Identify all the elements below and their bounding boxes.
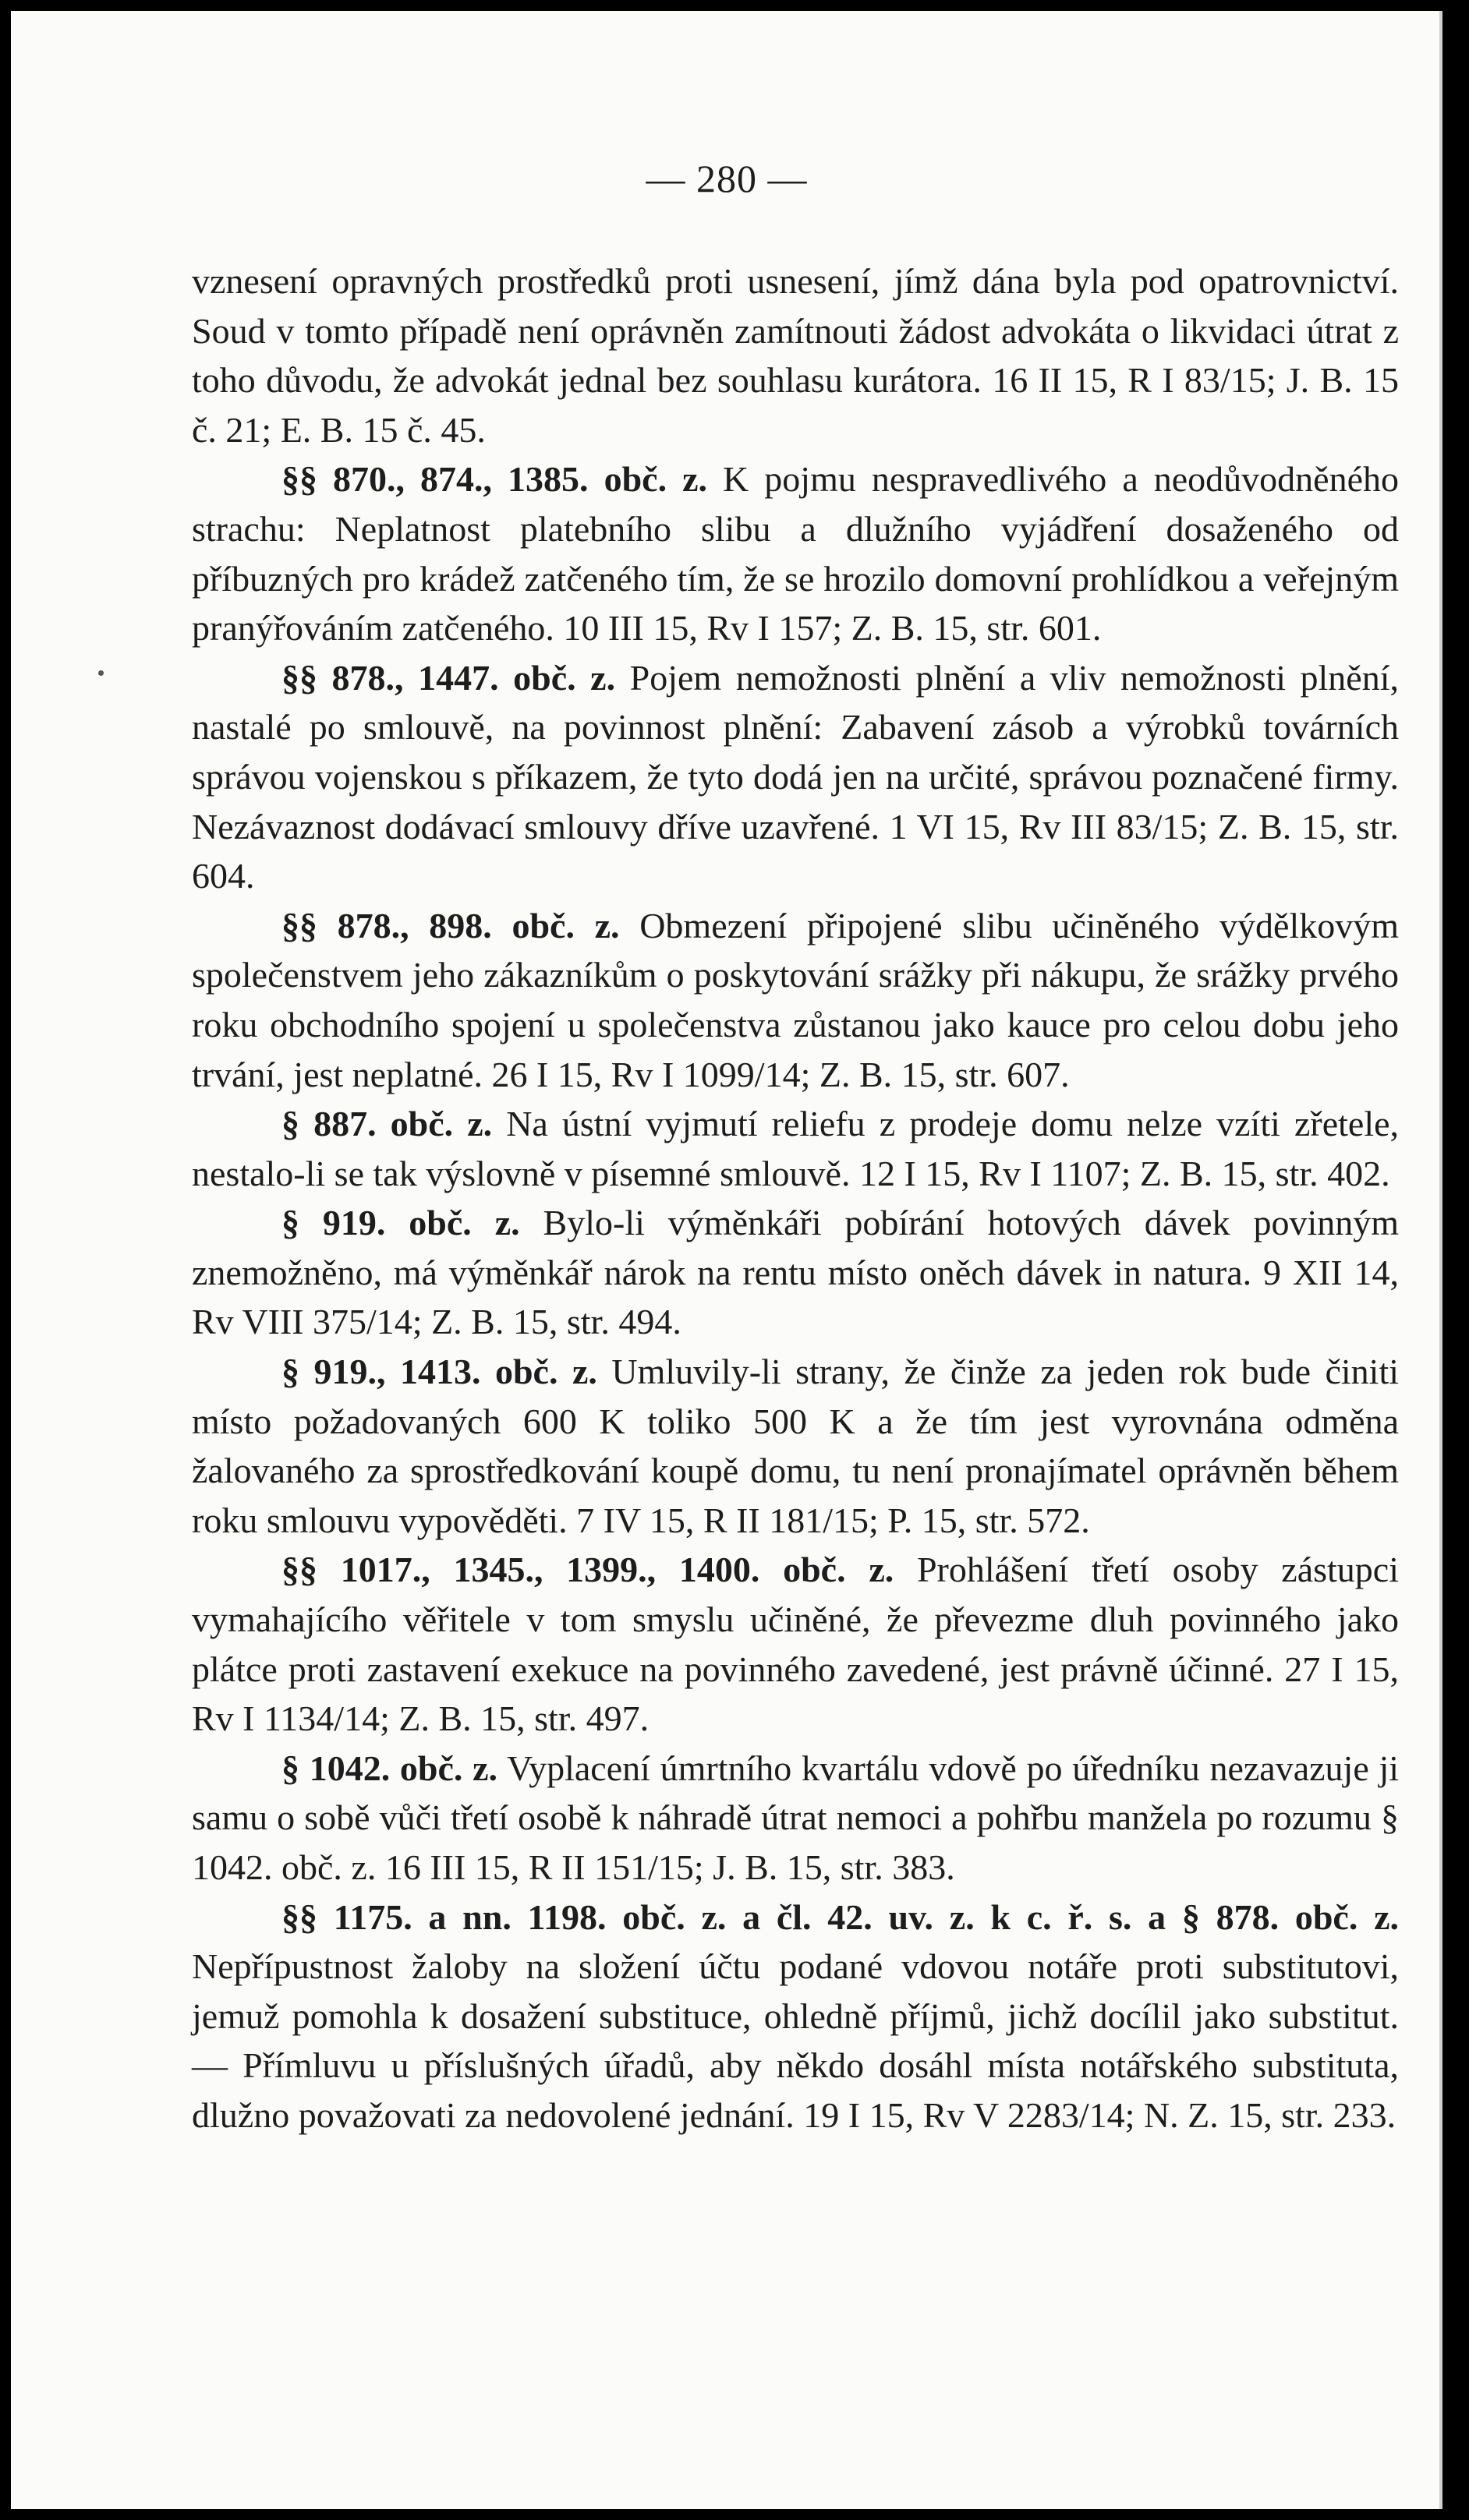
entry-text: vznesení opravných prostředků proti usnesení, jímž dána byla pod opatrovnictví. Soud v tomto případě není oprávněn zamítnouti žádost advokáta o likvidaci útrat z toho důvodu, že advokát jednal bez souhlasu kurátora. 16 II 15, R I 83/15; J. B. 15 č. 21; E. B. 15 č. 45. bbox=[192, 261, 1399, 450]
entry-text: Pojem nemožnosti plnění a vliv nemožnosti plnění, nastalé po smlouvě, na povinnost plnění: Zabavení zásob a výrobků továrních správou vojenskou s příkazem, že tyto dodá jen na určité, správou poznačené firmy. Nezávaznost dodávací smlouvy dříve uzavřené. 1 VI 15, Rv III 83/15; Z. B. 15, str. 604. bbox=[192, 657, 1400, 896]
entry-4 bbox=[192, 1099, 1399, 1198]
entry-text: Vyplacení úmrtního kvartálu vdově po úředníku nezavazuje ji samu o sobě vůči třetí osobě k náhradě útrat nemoci a pohřbu manžela po rozumu § 1042. obč. z. 16 III 15, R II 151/15; J. B. 15, str. 383. bbox=[192, 1748, 1400, 1887]
entry-text: Bylo-li výměnkáři pobírání hotových dávek povinným znemožněno, má výměnkář nárok na rentu místo oněch dávek in natura. 9 XII 14, Rv VIII 375/14; Z. B. 15, str. 494. bbox=[192, 1203, 1400, 1342]
section-reference: §§ 1175. a nn. 1198. obč. z. a čl. 42. uv. z. k c. ř. s. a § 878. obč. z. bbox=[281, 1896, 1399, 1937]
section-reference: §§ 878., 1447. obč. z. bbox=[281, 657, 616, 698]
entry-text: Umluvily-li strany, že činže za jeden rok bude činiti místo požadovaných 600 K toliko 500 K a že tím jest vyrovnána odměna žalovaného za sprostředkování koupě domu, tu není pronajímatel oprávněn během roku smlouvu vypověděti. 7 IV 15, R II 181/15; P. 15, str. 572. bbox=[192, 1352, 1400, 1540]
entry-0 bbox=[192, 256, 1399, 454]
entry-2 bbox=[192, 653, 1399, 901]
page-body bbox=[192, 256, 1399, 2140]
page-edge-shadow bbox=[1439, 11, 1442, 2509]
book-page bbox=[11, 11, 1442, 2509]
section-reference: § 887. obč. z. bbox=[281, 1104, 493, 1144]
entry-text: Na ústní vyjmutí reliefu z prodeje domu nelze vzíti zřetele, nestalo-li se tak výslovně v písemné smlouvě. 12 I 15, Rv I 1107; Z. B. 15, str. 402. bbox=[192, 1104, 1400, 1193]
entry-1 bbox=[192, 454, 1399, 652]
margin-mark bbox=[98, 670, 104, 676]
entry-8 bbox=[192, 1744, 1399, 1893]
entry-text: Obmezení připojené slibu učiněného výdělkovým společenstvem jeho zákazníkům o poskytování srážky při nákupu, že srážky prvého roku obchodního spojení u společenstva zůstanou jako kauce pro celou dobu jeho trvání, jest neplatné. 26 I 15, Rv I 1099/14; Z. B. 15, str. 607. bbox=[192, 905, 1400, 1094]
section-reference: § 919. obč. z. bbox=[281, 1203, 520, 1243]
section-reference: §§ 870., 874., 1385. obč. z. bbox=[281, 459, 708, 500]
section-reference: § 919., 1413. obč. z. bbox=[281, 1352, 597, 1392]
entry-6 bbox=[192, 1347, 1399, 1545]
entry-5 bbox=[192, 1198, 1399, 1347]
entry-text: Prohlášení třetí osoby zástupci vymahajícího věřitele v tom smyslu učiněné, že převezme dluh povinného jako plátce proti zastavení exekuce na povinného zavedené, jest právně účinné. 27 I 15, Rv I 1134/14; Z. B. 15, str. 497. bbox=[192, 1550, 1399, 1739]
section-reference: §§ 1017., 1345., 1399., 1400. obč. z. bbox=[281, 1550, 894, 1590]
page-number: — 280 — bbox=[646, 157, 808, 200]
entry-3 bbox=[192, 901, 1399, 1099]
entry-text: Nepřípustnost žaloby na složení účtu podané vdovou notáře proti substitutovi, jemuž pomohla k dosažení substituce, ohledně příjmů, jichž docílil jako substitut. — Přímluvu u příslušných úřadů, aby někdo dosáhl místa notářského substituta, dlužno považovati za nedovolené jednání. 19 I 15, Rv V 2283/14; N. Z. 15, str. 233. bbox=[192, 1946, 1399, 2135]
section-reference: § 1042. obč. z. bbox=[281, 1748, 498, 1788]
entry-9 bbox=[192, 1893, 1399, 2140]
section-reference: §§ 878., 898. obč. z. bbox=[281, 905, 620, 945]
entry-text: K pojmu nespravedlivého a neodůvodněného strachu: Neplatnost platebního slibu a dlužního vyjádření dosaženého od příbuzných pro krádež zatčeného tím, že se hrozilo domovní prohlídkou a veřejným pranýřováním zatčeného. 10 III 15, Rv I 157; Z. B. 15, str. 601. bbox=[192, 459, 1400, 649]
entry-7 bbox=[192, 1545, 1399, 1743]
